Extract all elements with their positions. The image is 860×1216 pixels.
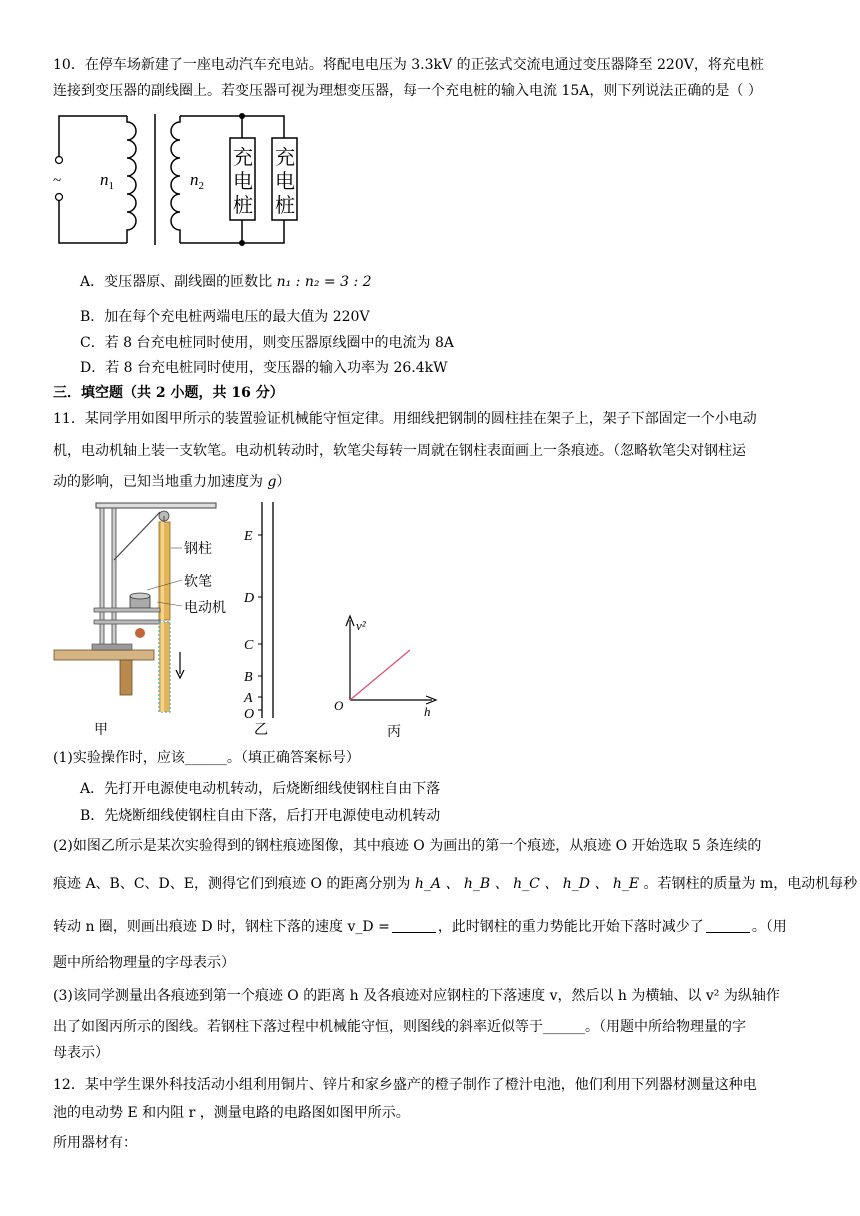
v2-h-graph	[330, 612, 440, 742]
svg-text:电: 电	[233, 171, 253, 193]
trace-marks-figure	[240, 500, 300, 740]
svg-text:充: 充	[275, 147, 295, 169]
svg-text:O: O	[334, 698, 344, 713]
svg-text:n1: $n_1$	[100, 170, 114, 192]
apparatus-figure	[52, 500, 242, 740]
svg-text:甲: 甲	[94, 723, 108, 738]
svg-text:E: E	[244, 529, 253, 544]
svg-text:丙: 丙	[387, 725, 401, 740]
answer-blank-potential-energy[interactable]	[706, 918, 750, 933]
q12-stem-line2: 池的电动势 E 和内阻 r ，测量电路的电路图如图甲所示。	[53, 1105, 410, 1121]
answer-blank-velocity[interactable]	[392, 918, 436, 933]
q11-part3-line1: (3)该同学测量出各痕迹到第一个痕迹 O 的距离 h 及各痕迹对应钢柱的下落速度 v，然后以 h 为横轴、以 v² 为纵轴作	[53, 988, 780, 1004]
q10-stem-line2: 连接到变压器的副线圈上。若变压器可视为理想变压器，每一个充电桩的输入电流 15A，则下列说法正确的是（ ）	[53, 83, 762, 99]
q11-part3-line3: 母表示）	[53, 1045, 109, 1061]
transformer-circuit-figure	[45, 108, 315, 253]
q11-part1-option-b: B．先烧断细线使钢柱自由下落，后打开电源使电动机转动	[80, 808, 441, 824]
q10-option-a: A．变压器原、副线圈的匝数比 n₁ : n₂ = 3 : 2	[80, 274, 372, 290]
svg-text:软笔: 软笔	[184, 575, 212, 590]
q11-stem-line2: 机，电动机轴上装一支软笔。电动机转动时，软笔尖每转一周就在钢柱表面画上一条痕迹。（忽略软笔尖对钢柱运	[53, 443, 746, 459]
svg-text:钢柱: 钢柱	[184, 542, 212, 557]
q12-stem-line1: 12．某中学生课外科技活动小组利用铜片、锌片和家乡盛产的橙子制作了橙汁电池，他们利用下列器材测量这种电	[53, 1077, 757, 1093]
q11-stem-line1: 11．某同学用如图甲所示的装置验证机械能守恒定律。用细线把钢制的圆柱挂在架子上，架子下部固定一个小电动	[53, 411, 757, 427]
svg-text:乙: 乙	[254, 723, 268, 738]
svg-text:O: O	[244, 707, 255, 722]
q11-part1-option-a: A．先打开电源使电动机转动，后烧断细线使钢柱自由下落	[80, 781, 441, 797]
svg-text:桩: 桩	[275, 195, 295, 217]
svg-text:电动机: 电动机	[184, 601, 226, 616]
svg-text:D: D	[244, 591, 255, 606]
ac-source-tilde: ~	[53, 173, 62, 189]
q11-stem-line3: 动的影响，已知当地重力加速度为 g）	[53, 474, 291, 490]
q11-part2-line4: 题中所给物理量的字母表示）	[53, 955, 235, 971]
q10-stem-line1: 10．在停车场新建了一座电动汽车充电站。将配电电压为 3.3kV 的正弦式交流电通过变压器降至 220V，将充电桩	[53, 57, 764, 73]
svg-text:v²: v²	[356, 618, 366, 633]
q11-part2-line1: (2)如图乙所示是某次实验得到的钢柱痕迹图像，其中痕迹 O 为画出的第一个痕迹，从痕迹 O 开始选取 5 条连续的	[53, 838, 762, 854]
svg-text:充: 充	[233, 147, 253, 169]
svg-text:n2: $n_2$	[190, 170, 204, 192]
q10-option-d: D．若 8 台充电桩同时使用，变压器的输入功率为 26.4kW	[80, 360, 448, 376]
q11-part2-line3: 转动 n 圈，则画出痕迹 D 时，钢柱下落的速度 v_D = ，此时钢柱的重力势能比开始下落时减少了 。（用	[53, 919, 787, 935]
turns-ratio-formula: n₁ : n₂ = 3 : 2	[276, 274, 372, 290]
q11-part3-line2: 出了如图丙所示的图线。若钢柱下落过程中机械能守恒，则图线的斜率近似等于______。（用题中所给物理量的字	[53, 1019, 746, 1035]
q11-part1: (1)实验操作时，应该______。（填正确答案标号）	[53, 750, 360, 766]
q12-stem-line3: 所用器材有：	[53, 1135, 137, 1151]
q10-option-b: B．加在每个充电桩两端电压的最大值为 220V	[80, 309, 370, 325]
svg-text:桩: 桩	[233, 195, 253, 217]
q10-option-c: C．若 8 台充电桩同时使用，则变压器原线圈中的电流为 8A	[80, 335, 454, 351]
svg-text:C: C	[244, 638, 254, 653]
v2-h-line	[350, 650, 410, 700]
section-heading: 三．填空题（共 2 小题，共 16 分）	[53, 385, 284, 401]
svg-text:B: B	[244, 670, 253, 685]
svg-text:电: 电	[275, 171, 295, 193]
svg-text:A: A	[244, 691, 253, 706]
q11-part2-line2: 痕迹 A、B、C、D、E，测得它们到痕迹 O 的距离分别为 h_A 、 h_B 、 h_C 、 h_D 、 h_E 。若钢柱的质量为 m，电动机每秒	[53, 876, 858, 892]
svg-text:h: h	[424, 704, 431, 719]
